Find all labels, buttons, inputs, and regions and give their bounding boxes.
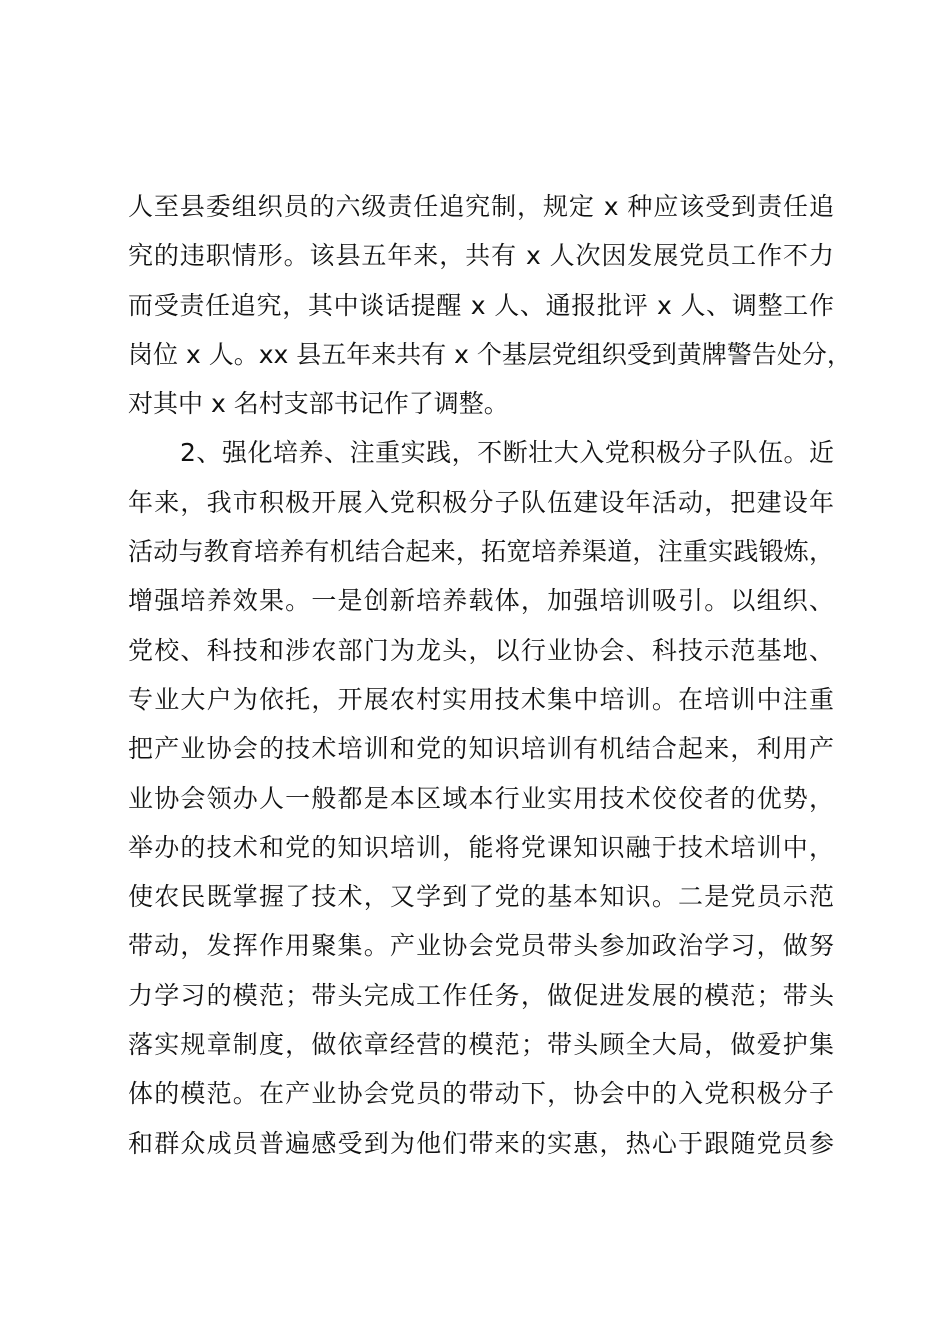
text-line: 年来，我市积极开展入党积极分子队伍建设年活动，把建设年 (128, 487, 834, 517)
text-line: 专业大户为依托，开展农村实用技术集中培训。在培训中注重 (128, 684, 834, 714)
text-line: 力学习的模范；带头完成工作任务，做促进发展的模范；带头 (128, 980, 834, 1010)
text-line: 岗位 x 人。xx 县五年来共有 x 个基层党组织受到黄牌警告处分， (128, 339, 852, 369)
text-line: 对其中 x 名村支部书记作了调整。 (128, 389, 509, 419)
text-line: 举办的技术和党的知识培训，能将党课知识融于技术培训中， (128, 832, 834, 862)
text-line: 落实规章制度，做依章经营的模范；带头顾全大局，做爱护集 (128, 1030, 834, 1060)
text-line: 业协会领办人一般都是本区域本行业实用技术佼佼者的优势， (128, 783, 834, 813)
text-line: 人至县委组织员的六级责任追究制，规定 x 种应该受到责任追 (128, 192, 834, 221)
paragraph-first-line: 2、强化培养、注重实践，不断壮大入党积极分子队伍。近 (180, 438, 834, 468)
text-line: 究的违职情形。该县五年来，共有 x 人次因发展党员工作不力 (128, 241, 834, 271)
text-line: 使农民既掌握了技术，又学到了党的基本知识。二是党员示范 (128, 882, 834, 912)
text-line: 带动，发挥作用聚集。产业协会党员带头参加政治学习，做努 (128, 931, 834, 961)
text-line: 党校、科技和涉农部门为龙头，以行业协会、科技示范基地、 (128, 635, 834, 665)
text-line: 而受责任追究，其中谈话提醒 x 人、通报批评 x 人、调整工作 (128, 290, 834, 320)
text-line: 体的模范。在产业协会党员的带动下，协会中的入党积极分子 (128, 1079, 834, 1109)
text-line: 增强培养效果。一是创新培养载体，加强培训吸引。以组织、 (128, 586, 834, 616)
text-line: 把产业协会的技术培训和党的知识培训有机结合起来，利用产 (128, 734, 834, 764)
text-line: 和群众成员普遍感受到为他们带来的实惠，热心于跟随党员参 (128, 1128, 834, 1158)
document-body (128, 182, 852, 1168)
text-line: 活动与教育培养有机结合起来，拓宽培养渠道，注重实践锻炼， (128, 537, 834, 567)
